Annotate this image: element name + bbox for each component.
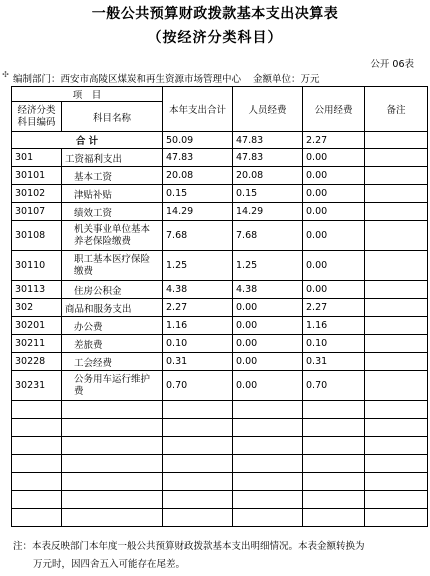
header-name: 科目名称 <box>62 102 163 132</box>
total-personnel: 47.83 <box>233 132 303 149</box>
row-personnel: 0.00 <box>233 371 303 401</box>
empty-cell <box>233 419 303 437</box>
row-remark <box>365 149 428 167</box>
table-row <box>12 167 428 185</box>
table-subtitle: （按经济分类科目） <box>147 30 283 46</box>
empty-cell <box>365 455 428 473</box>
empty-cell <box>303 491 365 509</box>
empty-cell <box>62 509 163 527</box>
row-remark <box>365 335 428 353</box>
move-handle-icon[interactable]: ✣ <box>2 70 9 79</box>
row-name: 机关事业单位基本养老保险缴费 <box>62 221 163 251</box>
table-row <box>12 335 428 353</box>
empty-cell <box>233 437 303 455</box>
unit-label: 金额单位：万元 <box>253 74 320 85</box>
row-personnel: 20.08 <box>233 167 303 185</box>
empty-row <box>12 419 428 437</box>
empty-cell <box>233 509 303 527</box>
empty-cell <box>233 473 303 491</box>
row-public: 0.00 <box>303 149 365 167</box>
row-code: 30113 <box>12 281 62 299</box>
row-remark <box>365 299 428 317</box>
table-row <box>12 221 428 251</box>
table-row <box>12 317 428 335</box>
row-code: 302 <box>12 299 62 317</box>
row-public: 0.00 <box>303 167 365 185</box>
empty-cell <box>12 419 62 437</box>
expenditure-table <box>11 86 428 527</box>
empty-cell <box>163 491 233 509</box>
empty-cell <box>12 509 62 527</box>
empty-cell <box>62 401 163 419</box>
header-total: 本年支出合计 <box>163 87 233 132</box>
row-total: 0.70 <box>163 371 233 401</box>
empty-cell <box>163 509 233 527</box>
row-personnel: 0.00 <box>233 335 303 353</box>
empty-cell <box>365 401 428 419</box>
empty-cell <box>62 419 163 437</box>
footnote <box>13 538 423 574</box>
empty-row <box>12 509 428 527</box>
row-name: 绩效工资 <box>62 203 163 221</box>
empty-cell <box>233 401 303 419</box>
row-name: 工会经费 <box>62 353 163 371</box>
footnote-line-1: 注：本表反映部门本年度一般公共预算财政拨款基本支出明细情况。本表金额转换为 <box>13 541 365 552</box>
empty-cell <box>12 437 62 455</box>
row-personnel: 4.38 <box>233 281 303 299</box>
footnote-line-2: 万元时，因四舍五入可能存在尾差。 <box>33 559 186 570</box>
empty-row <box>12 455 428 473</box>
row-total: 20.08 <box>163 167 233 185</box>
row-personnel: 0.00 <box>233 353 303 371</box>
empty-row <box>12 491 428 509</box>
row-code: 30231 <box>12 371 62 401</box>
row-public: 0.31 <box>303 353 365 371</box>
row-public: 0.10 <box>303 335 365 353</box>
header-public: 公用经费 <box>303 87 365 132</box>
row-remark <box>365 317 428 335</box>
row-public: 0.70 <box>303 371 365 401</box>
row-code: 30102 <box>12 185 62 203</box>
table-row <box>12 281 428 299</box>
row-name: 津贴补贴 <box>62 185 163 203</box>
row-name: 职工基本医疗保险缴费 <box>62 251 163 281</box>
table-row <box>12 251 428 281</box>
row-code: 30110 <box>12 251 62 281</box>
empty-cell <box>303 401 365 419</box>
form-number: 公开 06表 <box>370 59 414 70</box>
empty-cell <box>12 455 62 473</box>
row-name: 基本工资 <box>62 167 163 185</box>
row-total: 47.83 <box>163 149 233 167</box>
row-public: 0.00 <box>303 203 365 221</box>
dept-name: 西安市高陵区煤炭和再生资源市场管理中心 <box>60 74 242 85</box>
row-remark <box>365 281 428 299</box>
row-public: 0.00 <box>303 185 365 203</box>
row-name: 工资福利支出 <box>62 149 163 167</box>
empty-cell <box>163 437 233 455</box>
empty-cell <box>12 473 62 491</box>
empty-cell <box>233 491 303 509</box>
empty-cell <box>365 419 428 437</box>
dept-label: 编制部门： <box>13 74 61 85</box>
total-label: 合 计 <box>12 132 163 149</box>
header-remark: 备注 <box>365 87 428 132</box>
dept-info-line <box>13 71 320 85</box>
row-personnel: 0.15 <box>233 185 303 203</box>
row-name: 办公费 <box>62 317 163 335</box>
row-public: 0.00 <box>303 221 365 251</box>
row-code: 30101 <box>12 167 62 185</box>
row-total: 4.38 <box>163 281 233 299</box>
row-code: 30108 <box>12 221 62 251</box>
empty-cell <box>365 473 428 491</box>
row-code: 301 <box>12 149 62 167</box>
row-total: 0.31 <box>163 353 233 371</box>
row-public: 2.27 <box>303 299 365 317</box>
header-code: 经济分类科目编码 <box>12 102 62 132</box>
empty-cell <box>233 455 303 473</box>
row-public: 0.00 <box>303 281 365 299</box>
row-code: 30107 <box>12 203 62 221</box>
row-total: 1.16 <box>163 317 233 335</box>
empty-cell <box>303 509 365 527</box>
empty-cell <box>62 455 163 473</box>
empty-row <box>12 473 428 491</box>
row-total: 0.15 <box>163 185 233 203</box>
header-personnel: 人员经费 <box>233 87 303 132</box>
empty-cell <box>303 455 365 473</box>
total-remark <box>365 132 428 149</box>
row-code: 30201 <box>12 317 62 335</box>
table-title: 一般公共预算财政拨款基本支出决算表 <box>91 6 339 22</box>
row-total: 0.10 <box>163 335 233 353</box>
row-name: 住房公积金 <box>62 281 163 299</box>
row-total: 7.68 <box>163 221 233 251</box>
empty-cell <box>12 401 62 419</box>
empty-row <box>12 401 428 419</box>
empty-cell <box>303 437 365 455</box>
empty-cell <box>163 419 233 437</box>
empty-cell <box>303 473 365 491</box>
table-row <box>12 149 428 167</box>
total-row <box>12 132 428 149</box>
empty-cell <box>365 437 428 455</box>
table-row <box>12 185 428 203</box>
row-name: 商品和服务支出 <box>62 299 163 317</box>
row-personnel: 14.29 <box>233 203 303 221</box>
empty-cell <box>163 473 233 491</box>
row-total: 2.27 <box>163 299 233 317</box>
empty-cell <box>62 437 163 455</box>
row-remark <box>365 353 428 371</box>
empty-row <box>12 437 428 455</box>
total-public: 2.27 <box>303 132 365 149</box>
empty-cell <box>62 473 163 491</box>
row-remark <box>365 203 428 221</box>
row-name: 公务用车运行维护费 <box>62 371 163 401</box>
row-personnel: 0.00 <box>233 299 303 317</box>
row-total: 1.25 <box>163 251 233 281</box>
empty-cell <box>12 491 62 509</box>
row-code: 30228 <box>12 353 62 371</box>
total-amount: 50.09 <box>163 132 233 149</box>
row-personnel: 7.68 <box>233 221 303 251</box>
empty-cell <box>163 455 233 473</box>
empty-cell <box>62 491 163 509</box>
row-total: 14.29 <box>163 203 233 221</box>
row-name: 差旅费 <box>62 335 163 353</box>
row-remark <box>365 251 428 281</box>
empty-cell <box>163 401 233 419</box>
table-row <box>12 353 428 371</box>
row-remark <box>365 167 428 185</box>
empty-cell <box>365 509 428 527</box>
row-public: 1.16 <box>303 317 365 335</box>
empty-cell <box>303 419 365 437</box>
table-row <box>12 299 428 317</box>
row-personnel: 0.00 <box>233 317 303 335</box>
header-project: 项 目 <box>12 87 163 102</box>
row-code: 30211 <box>12 335 62 353</box>
row-remark <box>365 221 428 251</box>
table-row <box>12 371 428 401</box>
row-personnel: 1.25 <box>233 251 303 281</box>
row-remark <box>365 371 428 401</box>
row-personnel: 47.83 <box>233 149 303 167</box>
empty-cell <box>365 491 428 509</box>
table-row <box>12 203 428 221</box>
row-remark <box>365 185 428 203</box>
row-public: 0.00 <box>303 251 365 281</box>
